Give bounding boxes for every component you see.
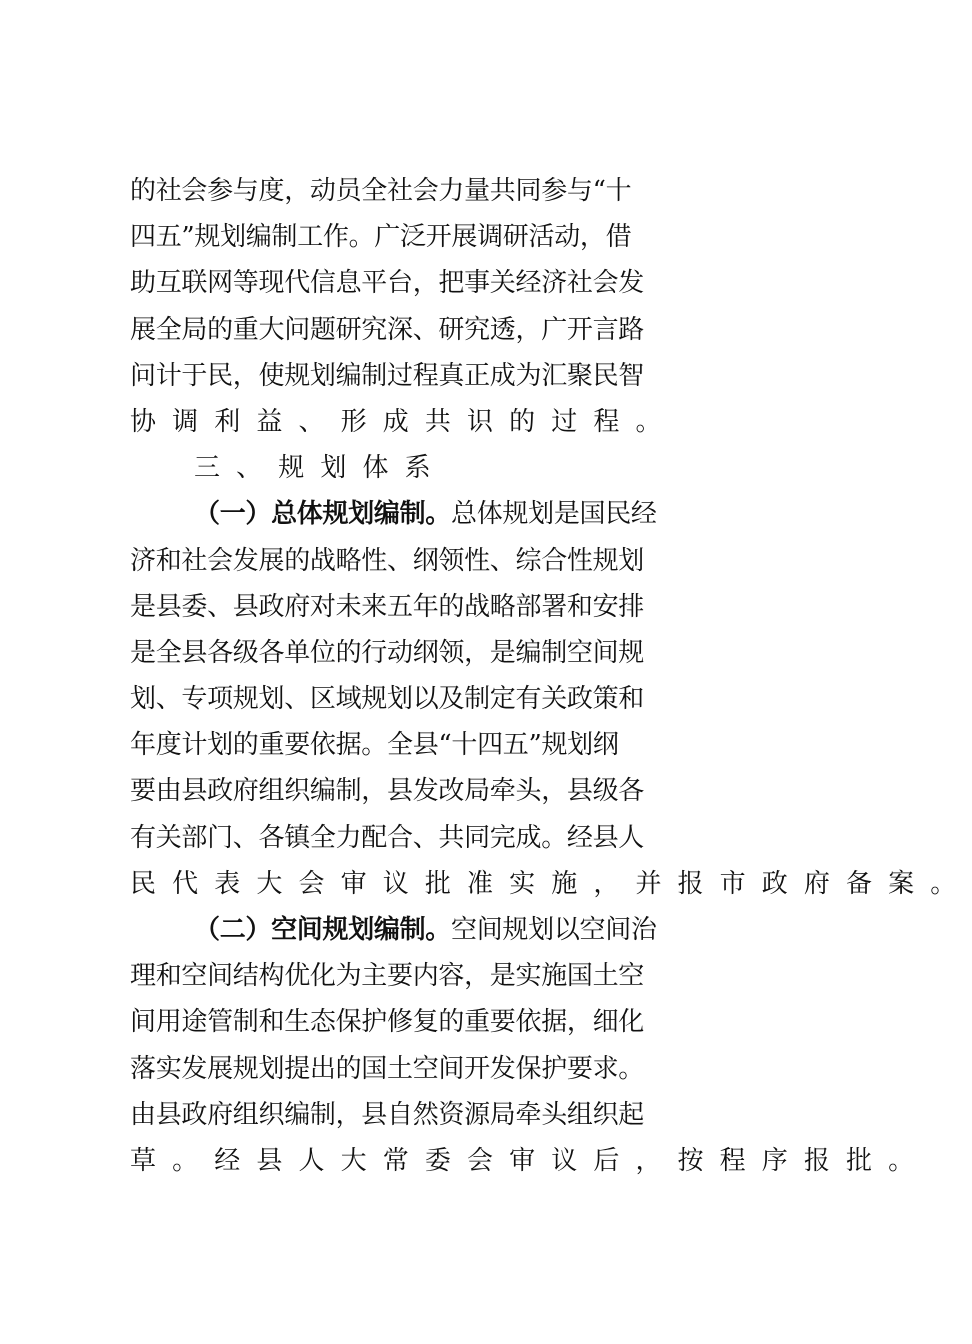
paragraph-line: 理和空间结构优化为主要内容，是实施国土空: [130, 961, 645, 992]
paragraph-line: 的社会参与度，动员全社会力量共同参与“十: [130, 176, 632, 206]
paragraph-text: 空间规划以空间治: [451, 915, 657, 945]
paragraph-line: 由县政府组织编制，县自然资源局牵头组织起: [130, 1099, 645, 1130]
subsection-first-line: [130, 491, 822, 537]
paragraph-line: 济和社会发展的战略性、纲领性、综合性规划: [130, 545, 645, 576]
paragraph-line: 划、专项规划、区域规划以及制定有关政策和: [130, 684, 645, 715]
paragraph-line: 要由县政府组织编制，县发改局牵头，县级各: [130, 776, 645, 807]
subsection-first-line: [130, 907, 822, 953]
paragraph-line: 助互联网等现代信息平台，把事关经济社会发: [130, 268, 645, 299]
document-body: [130, 168, 972, 1184]
subsection-title: （二）空间规划编制。: [194, 915, 452, 945]
paragraph-line: 是全县各级各单位的行动纲领，是编制空间规: [130, 637, 645, 668]
paragraph-line: 有关部门、各镇全力配合、共同完成。经县人: [130, 822, 645, 853]
paragraph-line: 落实发展规划提出的国土空间开发保护要求。: [130, 1053, 645, 1084]
paragraph-line: 展全局的重大问题研究深、研究透，广开言路: [130, 314, 645, 345]
paragraph-line: 间用途管制和生态保护修复的重要依据，细化: [130, 1007, 645, 1038]
paragraph-text: 总体规划是国民经: [451, 499, 657, 530]
paragraph-line: 年度计划的重要依据。全县“十四五”规划纲: [130, 730, 619, 761]
paragraph-line: 草。经县人大常委会审议后，按程序报批。: [130, 1145, 931, 1176]
paragraph-line: 是县委、县政府对未来五年的战略部署和安排: [130, 591, 645, 622]
section-heading: 三、规划体系: [194, 453, 447, 484]
paragraph-line: 问计于民，使规划编制过程真正成为汇聚民智: [130, 360, 645, 391]
paragraph-line: 民代表大会审议批准实施，并报市政府备案。: [130, 868, 972, 899]
paragraph-line: 四五”规划编制工作。广泛开展调研活动，借: [130, 222, 632, 253]
subsection-title: （一）总体规划编制。: [194, 499, 452, 530]
paragraph-line: 协调利益、形成共识的过程。: [130, 406, 678, 437]
